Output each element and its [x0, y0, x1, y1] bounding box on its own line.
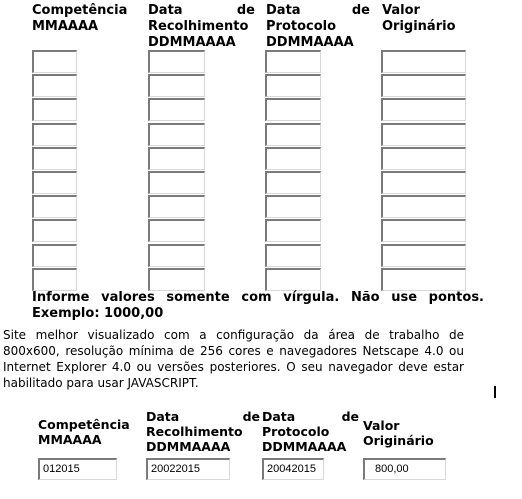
header2-competencia	[38, 417, 138, 447]
header2-data-recolhimento-de: de	[242, 409, 260, 424]
data-recolhimento-field-row-6[interactable]	[148, 171, 205, 194]
header-data-protocolo-line3: DDMMAAAA	[266, 35, 354, 50]
data-protocolo-field-row-9[interactable]	[265, 244, 321, 267]
data-protocolo-field-row-1[interactable]	[265, 50, 321, 73]
valor-originario-field-row-1[interactable]	[381, 50, 466, 73]
header-data-recolhimento-data: Data	[148, 3, 183, 18]
competencia-field-row-8[interactable]	[32, 219, 77, 242]
header-competencia-line1: Competência	[32, 3, 128, 18]
header-competencia-line2: MMAAAA	[32, 19, 99, 34]
header2-data-recolhimento	[146, 409, 260, 454]
data-protocolo-input[interactable]: 20042015	[262, 458, 324, 480]
valor-originario-field-row-8[interactable]	[381, 219, 466, 242]
competencia-field-row-5[interactable]	[32, 147, 77, 170]
header-data-recolhimento-line2: Recolhimento	[148, 19, 249, 34]
data-recolhimento-field-row-10[interactable]	[148, 268, 205, 291]
valor-originario-field-row-2[interactable]	[381, 74, 466, 97]
header2-valor-line1: Valor	[363, 418, 400, 433]
competencia-field-row-9[interactable]	[32, 244, 77, 267]
valor-originario-field-row-5[interactable]	[381, 147, 466, 170]
header-data-recolhimento-line3: DDMMAAAA	[148, 35, 236, 50]
competencia-field-row-7[interactable]	[32, 195, 77, 218]
header-data-protocolo-de: de	[351, 3, 370, 18]
data-protocolo-field-row-2[interactable]	[265, 74, 321, 97]
competencia-field-row-1[interactable]	[32, 50, 77, 73]
valor-originario-input[interactable]: 800,00	[363, 458, 446, 480]
header-data-protocolo-line2: Protocolo	[266, 19, 337, 34]
data-recolhimento-field-row-3[interactable]	[148, 98, 205, 121]
header2-data-protocolo	[262, 409, 359, 454]
header-data-protocolo	[266, 3, 370, 51]
data-protocolo-field-row-3[interactable]	[265, 98, 321, 121]
header-valor-line2: Originário	[382, 19, 456, 34]
valor-originario-field-row-6[interactable]	[381, 171, 466, 194]
example-text: Exemplo: 1000,00	[32, 306, 164, 321]
text-cursor	[494, 386, 496, 398]
header2-data-protocolo-line2: Protocolo	[262, 424, 330, 439]
valor-originario-field-row-9[interactable]	[381, 244, 466, 267]
header2-competencia-line1: Competência	[38, 417, 130, 432]
data-recolhimento-field-row-5[interactable]	[148, 147, 205, 170]
header-data-recolhimento-de: de	[236, 3, 255, 18]
data-protocolo-field-row-5[interactable]	[265, 147, 321, 170]
header-competencia	[32, 3, 142, 35]
data-protocolo-field-row-4[interactable]	[265, 123, 321, 146]
header2-competencia-line2: MMAAAA	[38, 432, 102, 447]
competencia-field-row-6[interactable]	[32, 171, 77, 194]
competencia-field-row-4[interactable]	[32, 123, 77, 146]
competencia-field-row-3[interactable]	[32, 98, 77, 121]
info-paragraph: Site melhor visualizado com a configuração da área de trabalho de 800x600, resolução mínima de 256 cores e navegadores Netscape 4.0 ou Internet Explorer 4.0 ou versões posteriores. O seu navegador deve estar habilitado para usar JAVASCRIPT.	[3, 328, 464, 390]
valor-originario-field-row-3[interactable]	[381, 98, 466, 121]
header2-valor-originario	[363, 418, 453, 448]
header2-data-recolhimento-line3: DDMMAAAA	[146, 439, 231, 454]
data-protocolo-field-row-7[interactable]	[265, 195, 321, 218]
valor-originario-field-row-10[interactable]	[381, 268, 466, 291]
data-recolhimento-field-row-8[interactable]	[148, 219, 205, 242]
header-data-recolhimento	[148, 3, 255, 51]
data-recolhimento-field-row-7[interactable]	[148, 195, 205, 218]
data-recolhimento-field-row-4[interactable]	[148, 123, 205, 146]
competencia-field-row-10[interactable]	[32, 268, 77, 291]
valor-originario-field-row-7[interactable]	[381, 195, 466, 218]
header-data-protocolo-data: Data	[266, 3, 301, 18]
data-protocolo-field-row-8[interactable]	[265, 219, 321, 242]
note-text: Informe valores somente com vírgula. Não use pontos.	[32, 290, 484, 305]
header2-data-protocolo-line3: DDMMAAAA	[262, 439, 347, 454]
competencia-input[interactable]: 012015	[38, 458, 117, 480]
header-valor-line1: Valor	[382, 3, 420, 18]
header2-valor-line2: Originário	[363, 433, 434, 448]
competencia-field-row-2[interactable]	[32, 74, 77, 97]
header-valor-originario	[382, 3, 482, 35]
header2-data-recolhimento-data: Data	[146, 409, 180, 424]
data-protocolo-field-row-10[interactable]	[265, 268, 321, 291]
data-protocolo-field-row-6[interactable]	[265, 171, 321, 194]
header2-data-protocolo-de: de	[341, 409, 359, 424]
data-recolhimento-field-row-1[interactable]	[148, 50, 205, 73]
data-recolhimento-field-row-9[interactable]	[148, 244, 205, 267]
header2-data-recolhimento-line2: Recolhimento	[146, 424, 243, 439]
data-recolhimento-field-row-2[interactable]	[148, 74, 205, 97]
valor-originario-field-row-4[interactable]	[381, 123, 466, 146]
header2-data-protocolo-data: Data	[262, 409, 296, 424]
data-recolhimento-input[interactable]: 20022015	[146, 458, 230, 480]
